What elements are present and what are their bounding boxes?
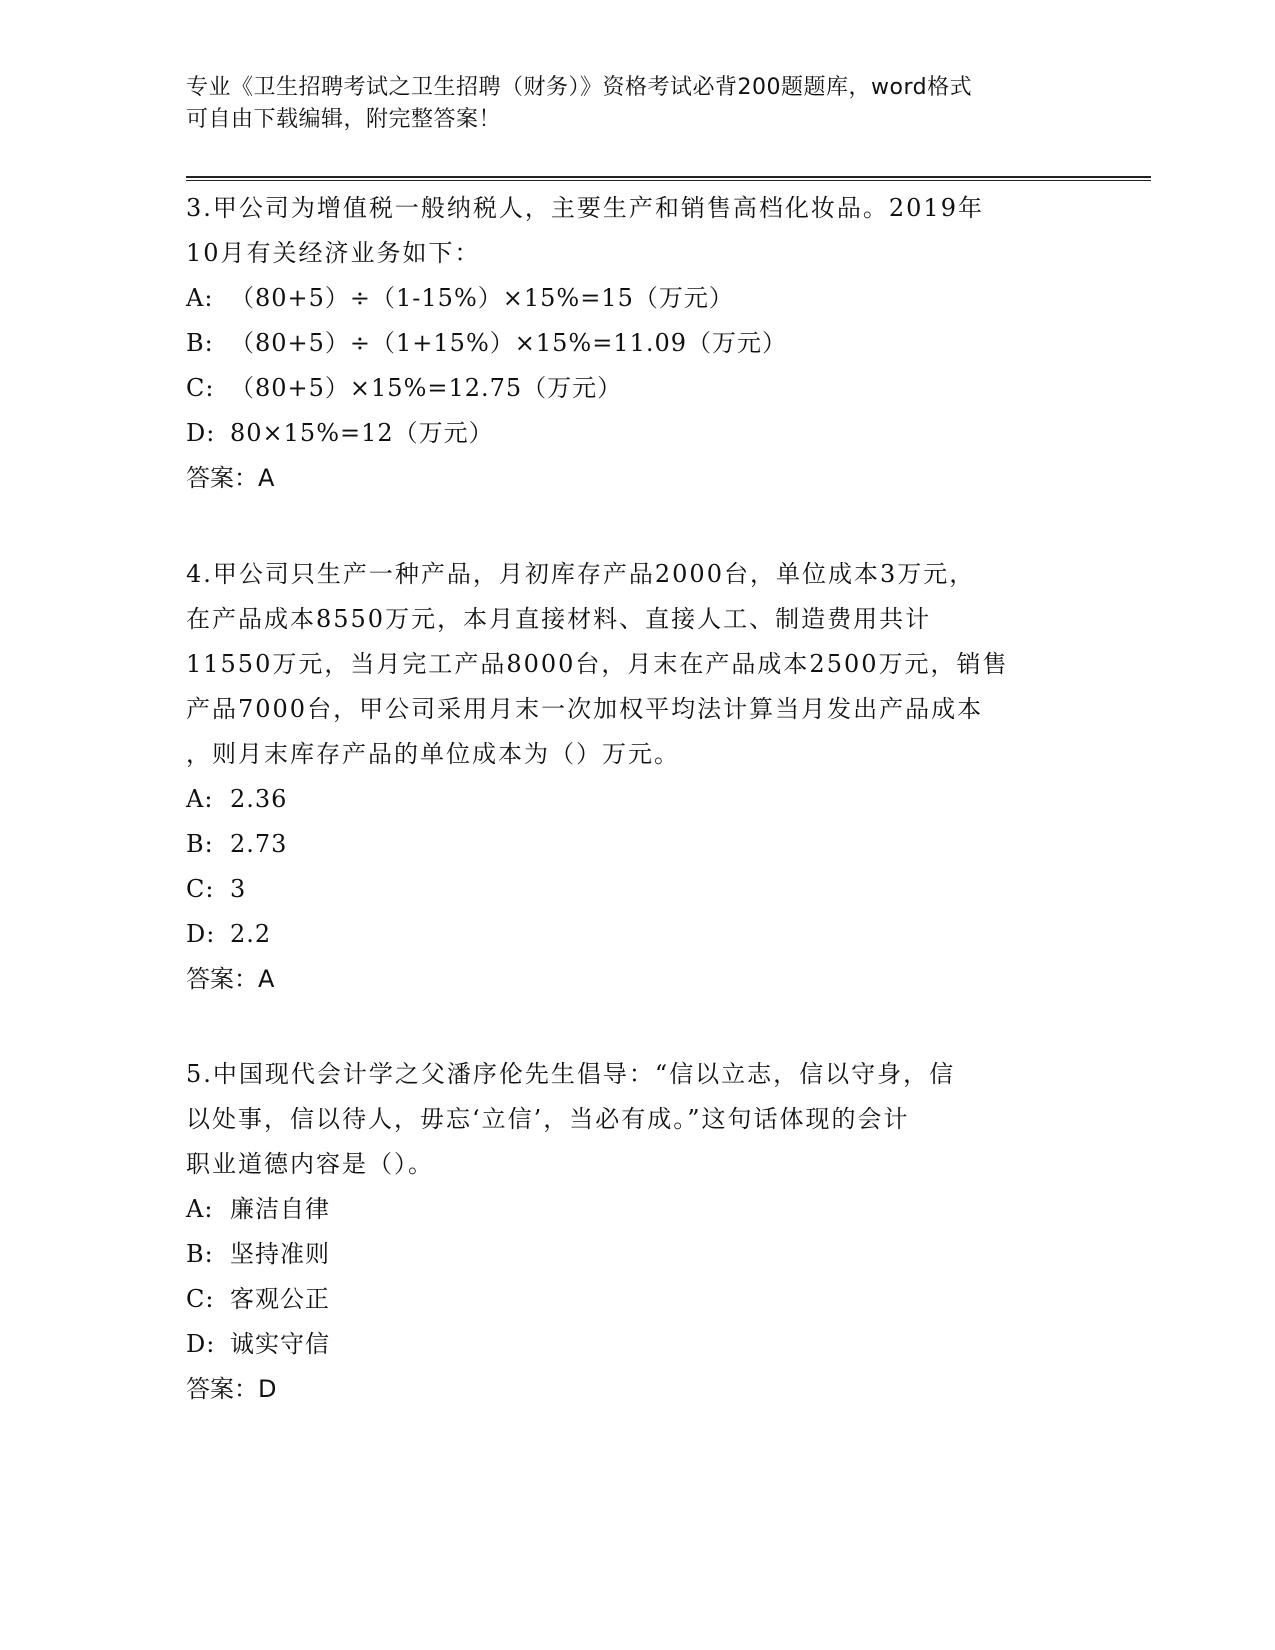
option-text: （80+5）÷（1+15%）×15%=11.09（万元） xyxy=(230,329,788,357)
answer-option xyxy=(186,1277,1056,1322)
answer-option xyxy=(186,276,1056,321)
option-key: A: xyxy=(186,1195,214,1223)
option-text: 廉洁自律 xyxy=(230,1195,330,1223)
option-key: B: xyxy=(186,1240,214,1268)
question-answer: 答案：D xyxy=(186,1375,277,1403)
question-stem-line: 4.甲公司只生产一种产品，月初库存产品2000台，单位成本3万元， xyxy=(186,560,976,588)
question-answer: 答案：A xyxy=(186,965,275,993)
option-key: D: xyxy=(186,920,216,948)
option-key: B: xyxy=(186,830,214,858)
answer-option xyxy=(186,912,1056,957)
question-stem-line: 11550万元，当月完工产品8000台，月末在产品成本2500万元，销售 xyxy=(186,650,1009,678)
question-stem-line: 5.中国现代会计学之父潘序伦先生倡导：“信以立志，信以守身，信 xyxy=(186,1060,956,1088)
option-key: A: xyxy=(186,284,214,312)
question-block xyxy=(186,552,1056,1002)
option-text: 2.36 xyxy=(230,785,288,813)
document-header xyxy=(186,72,1056,136)
option-text: 坚持准则 xyxy=(230,1240,330,1268)
answer-option xyxy=(186,822,1056,867)
question-answer: 答案：A xyxy=(186,464,275,492)
answer-option xyxy=(186,867,1056,912)
question-stem-line: 在产品成本8550万元，本月直接材料、直接人工、制造费用共计 xyxy=(186,605,932,633)
answer-option xyxy=(186,411,1056,456)
option-key: D: xyxy=(186,1330,216,1358)
answer-option xyxy=(186,1187,1056,1232)
option-text: 诚实守信 xyxy=(230,1330,330,1358)
option-text: 3 xyxy=(230,875,247,903)
header-divider xyxy=(186,176,1151,181)
option-text: 2.2 xyxy=(230,920,272,948)
answer-option xyxy=(186,1232,1056,1277)
option-key: D: xyxy=(186,419,216,447)
question-stem-line: ，则月末库存产品的单位成本为（）万元。 xyxy=(186,740,680,768)
option-key: C: xyxy=(186,1285,215,1313)
question-block xyxy=(186,1052,1056,1412)
option-text: （80+5）÷（1-15%）×15%=15（万元） xyxy=(230,284,734,312)
option-key: C: xyxy=(186,875,215,903)
question-stem-line: 10月有关经济业务如下： xyxy=(186,239,481,267)
question-block xyxy=(186,186,1056,501)
option-key: C: xyxy=(186,374,215,402)
answer-option xyxy=(186,366,1056,411)
question-stem-line: 3.甲公司为增值税一般纳税人，主要生产和销售高档化妆品。2019年 xyxy=(186,194,984,222)
header-line: 专业《卫生招聘考试之卫生招聘（财务）》资格考试必背200题题库，word格式 xyxy=(186,75,973,100)
question-stem-line: 产品7000台，甲公司采用月末一次加权平均法计算当月发出产品成本 xyxy=(186,695,984,723)
answer-option xyxy=(186,777,1056,822)
option-text: 80×15%=12（万元） xyxy=(230,419,494,447)
header-line: 可自由下载编辑，附完整答案！ xyxy=(186,107,502,132)
option-text: 2.73 xyxy=(230,830,288,858)
option-text: 客观公正 xyxy=(230,1285,330,1313)
question-stem-line: 职业道德内容是（）。 xyxy=(186,1150,434,1178)
answer-option xyxy=(186,321,1056,366)
option-text: （80+5）×15%=12.75（万元） xyxy=(230,374,623,402)
option-key: A: xyxy=(186,785,214,813)
answer-option xyxy=(186,1322,1056,1367)
option-key: B: xyxy=(186,329,214,357)
question-stem-line: 以处事，信以待人，毋忘‘立信’，当必有成。”这句话体现的会计 xyxy=(186,1105,910,1133)
